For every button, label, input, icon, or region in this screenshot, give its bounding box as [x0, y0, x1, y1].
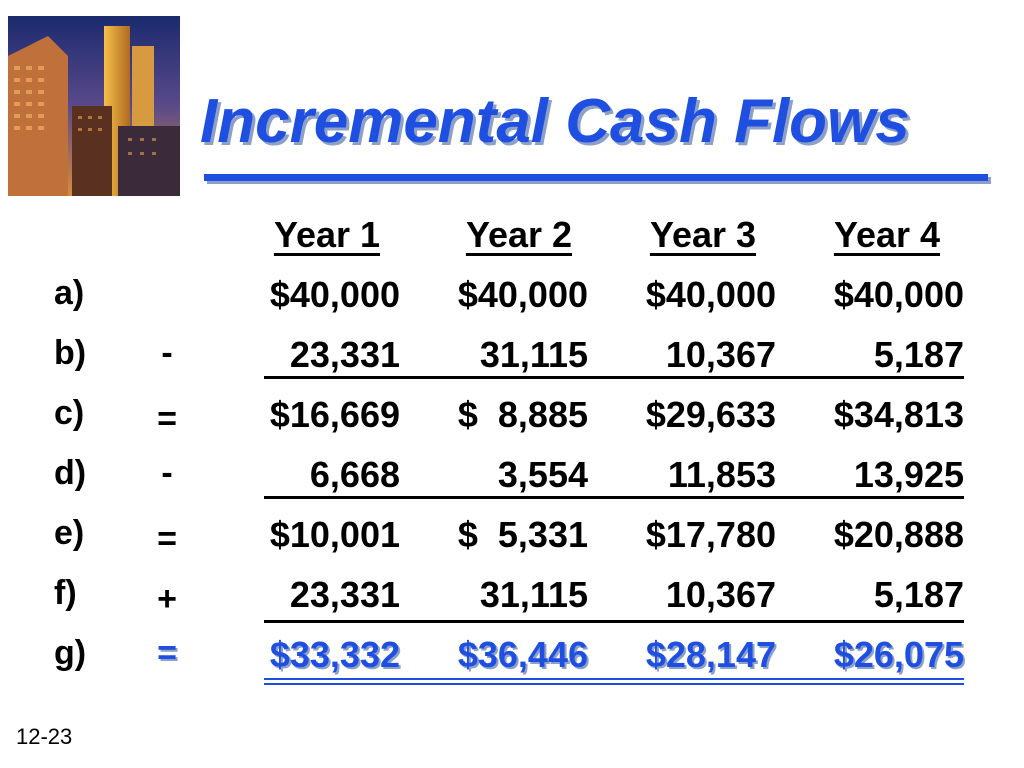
- cell-year-1: $40,000: [269, 274, 400, 315]
- cell-year-1: 23,331: [289, 574, 400, 615]
- header-year-4: Year 4: [833, 214, 941, 255]
- cell-year-4: $20,888: [833, 514, 964, 555]
- skyscraper-photo: [8, 16, 180, 196]
- cell-year-1: $10,001: [269, 514, 400, 555]
- cell-year-4: $26,075: [833, 634, 964, 675]
- cell-year-2: 31,115: [479, 334, 588, 375]
- cell-year-3: $17,780: [645, 514, 776, 555]
- cell-year-4: 13,925: [853, 454, 964, 495]
- header-year-2: Year 2: [465, 214, 573, 255]
- row-label: c): [54, 394, 85, 432]
- cell-year-1: $33,332: [269, 634, 400, 675]
- total-double-rule-top: [264, 678, 964, 680]
- cell-year-1: $16,669: [269, 394, 400, 435]
- row-label: a): [54, 274, 85, 312]
- row-operator: -: [161, 334, 173, 372]
- cell-year-3: $28,147: [645, 634, 776, 675]
- table-row: [0, 514, 1024, 564]
- row-operator: =: [157, 634, 177, 672]
- row-label: e): [54, 514, 85, 552]
- row-label: f): [54, 574, 77, 612]
- table-row: [0, 274, 1024, 324]
- total-double-rule-bottom: [264, 683, 964, 685]
- subtotal-rule: [264, 620, 964, 623]
- table-row: [0, 394, 1024, 444]
- cell-year-4: $34,813: [833, 394, 964, 435]
- header-row: [0, 214, 1024, 264]
- row-label: d): [54, 454, 87, 492]
- header-year-3: Year 3: [649, 214, 757, 255]
- cell-year-3: $40,000: [645, 274, 776, 315]
- cell-year-2: $ 5,331: [457, 514, 588, 555]
- row-operator: +: [157, 580, 177, 618]
- table-row: [0, 574, 1024, 624]
- cell-year-1: 6,668: [309, 454, 400, 495]
- row-operator: =: [157, 520, 177, 558]
- cell-year-3: 10,367: [665, 334, 776, 375]
- cell-year-2: 3,554: [497, 454, 588, 495]
- cell-year-3: 10,367: [665, 574, 776, 615]
- page-title: Incremental Cash Flows: [200, 87, 910, 156]
- cell-year-3: $29,633: [645, 394, 776, 435]
- cell-year-4: 5,187: [873, 574, 964, 615]
- cell-year-2: $36,446: [457, 634, 588, 675]
- buildings-icon: [8, 16, 180, 196]
- cell-year-2: 31,115: [479, 574, 588, 615]
- subtotal-rule: [264, 376, 964, 379]
- header-year-1: Year 1: [273, 214, 381, 255]
- row-label: b): [54, 334, 87, 372]
- subtotal-rule: [264, 496, 964, 499]
- table-row-total: [0, 634, 1024, 684]
- cell-year-2: $40,000: [457, 274, 588, 315]
- row-operator: =: [157, 400, 177, 438]
- title-underline: [204, 174, 988, 181]
- cell-year-4: 5,187: [873, 334, 964, 375]
- cell-year-1: 23,331: [289, 334, 400, 375]
- row-label: g): [54, 634, 87, 672]
- row-operator: -: [161, 454, 173, 492]
- cell-year-4: $40,000: [833, 274, 964, 315]
- cell-year-3: 11,853: [667, 454, 776, 495]
- cell-year-2: $ 8,885: [457, 394, 588, 435]
- page-number: 12-23: [16, 724, 73, 749]
